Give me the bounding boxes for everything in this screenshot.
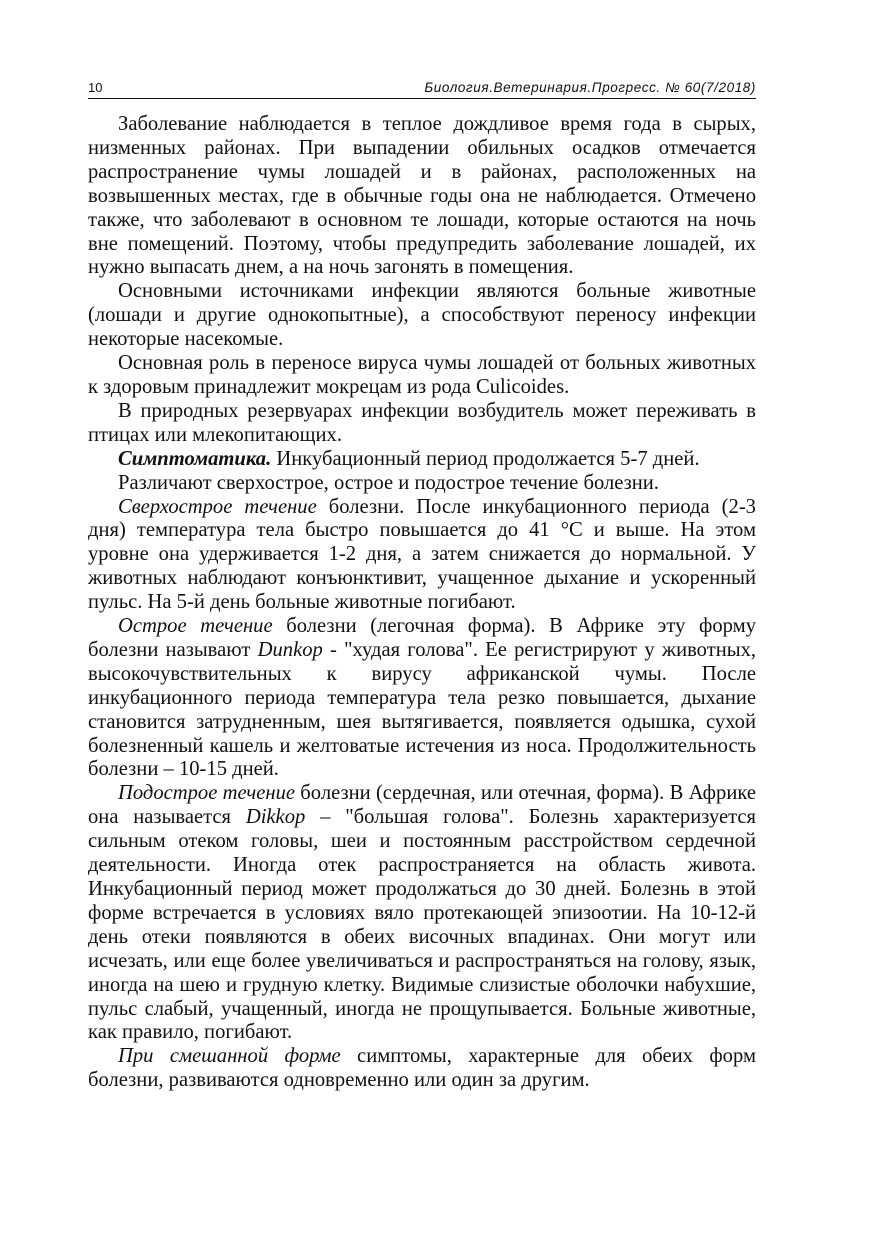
term-hyperacute: Сверхострое течение <box>118 495 317 518</box>
section-heading-symptoms: Симптоматика. <box>118 447 272 470</box>
journal-title: Биология.Ветеринария.Прогресс. № 60(7/2018) <box>424 80 756 95</box>
paragraph-course-types <box>88 472 756 496</box>
paragraph-text: Основными источниками инфекции являются больные животные (лошади и другие однокопытные), а способствуют переносу инфекции некоторые насекомые. <box>88 280 756 351</box>
paragraph-text: – "большая голова". Болезнь характеризуется сильным отеком головы, шеи и постоянным расстройством сердечной деятельности. Иногда отек распространяется на область живота. Инкубационный период может продолжаться до 30 дней. Болезнь в этой форме встречается в условиях вяло протекающей эпизоотии. На 10-12-й день отеки появляются в обеих височных впадинах. Они могут или исчезать, или еще более увеличиваться и распространяться на голову, язык, иногда на шею и грудную клетку. Видимые слизистые оболочки набухшие, пульс слабый, учащенный, иногда не прощупывается. Больные животные, как правило, погибают. <box>88 806 756 1044</box>
paragraph-subacute <box>88 782 756 1045</box>
paragraph-text: Основная роль в переносе вируса чумы лошадей от больных животных к здоровым принадлежит мокрецам из рода Culicoides. <box>88 352 756 398</box>
paragraph-sources <box>88 280 756 352</box>
paragraph-text: - "худая голова". Ее регистрируют у животных, высокочувствительных к вирусу африканской чумы. После инкубационного периода температура тела резко повышается, дыхание становится затрудненным, шея вытягивается, появляется одышка, сухой болезненный кашель и желтоватые истечения из носа. Продолжительность болезни – 10-15 дней. <box>88 638 757 781</box>
term-mixed: При смешанной форме <box>118 1045 341 1068</box>
paragraph-text: болезни. После инкубационного периода (2-3 дня) температура тела быстро повышается до 41 °С и выше. На этом уровне она удерживается 1-2 дня, а затем снижается до нормальной. У животных наблюдают конъюнктивит, учащенное дыхание и ускоренный пульс. На 5-й день больные животные погибают. <box>88 495 756 614</box>
paragraph-text: болезни (сердечная, или отечная, форма). В Африке она называется <box>88 782 756 829</box>
paragraph-text: В природных резервуарах инфекции возбудитель может переживать в птицах или млекопитающих. <box>88 399 756 446</box>
article-body <box>88 113 756 1093</box>
paragraph-symptoms <box>88 448 756 472</box>
term-acute: Острое течение <box>118 615 273 638</box>
term-dunkop: Dunkop <box>257 638 323 661</box>
paragraph-acute <box>88 615 756 782</box>
term-dikkop: Dikkop <box>245 806 306 829</box>
page-number: 10 <box>88 80 103 95</box>
term-subacute: Подострое течение <box>118 782 296 805</box>
paragraph-text: Инкубационный период продолжается 5-7 дней. <box>271 447 700 470</box>
paragraph-reservoirs <box>88 400 756 448</box>
paragraph-text: симптомы, характерные для обеих форм болезни, развиваются одновременно или один за другим. <box>88 1045 756 1092</box>
paragraph-hyperacute <box>88 496 756 616</box>
paragraph-mixed <box>88 1045 756 1093</box>
paragraph-text: Различают сверхострое, острое и подострое течение болезни. <box>118 471 659 494</box>
paragraph-text: болезни (легочная форма). В Африке эту форму болезни называют <box>88 615 756 661</box>
page <box>88 76 756 1093</box>
running-header <box>88 76 756 99</box>
paragraph-season <box>88 113 756 280</box>
paragraph-text: Заболевание наблюдается в теплое дождливое время года в сырых, низменных районах. При выпадении обильных осадков отмечается распространение чумы лошадей и в районах, расположенных на возвышенных местах, где в обычные годы она не наблюдается. Отмечено также, что заболевают в основном те лошади, которые остаются на ночь вне помещений. Поэтому, чтобы предупредить заболевание лошадей, их нужно выпасать днем, а на ночь загонять в помещения. <box>88 113 756 279</box>
paragraph-vectors <box>88 352 756 400</box>
